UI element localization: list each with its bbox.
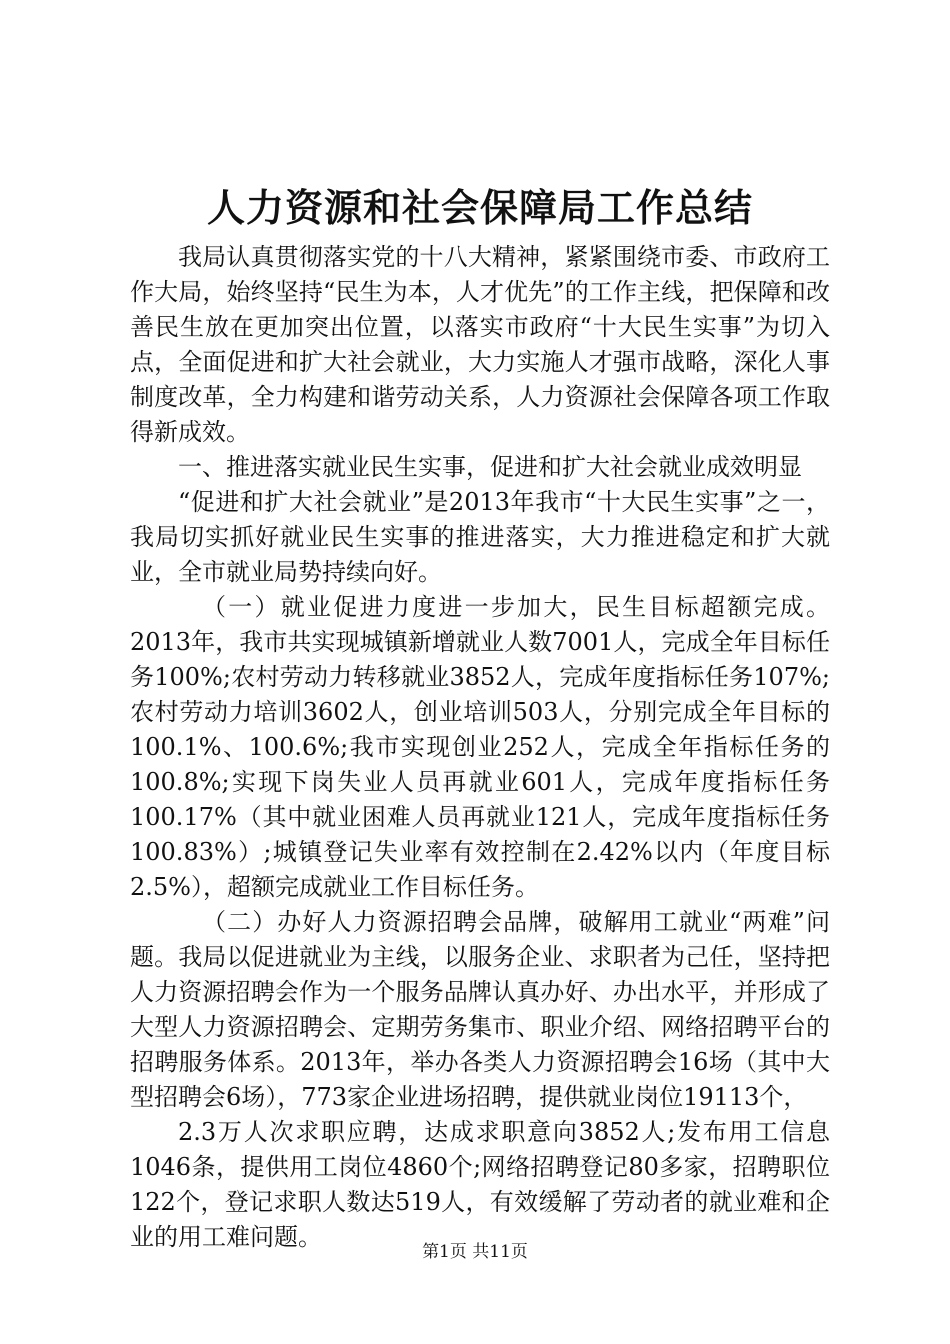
document-page <box>130 180 830 1255</box>
paragraph-job-fairs: （二）办好人力资源招聘会品牌，破解用工就业“两难”问题。我局以促进就业为主线，以服务企业、求职者为己任，坚持把人力资源招聘会作为一个服务品牌认真办好、办出水平，并形成了大型人力资源招聘会、定期劳务集市、职业介绍、网络招聘平台的招聘服务体系。2013年，举办各类人力资源招聘会16场（其中大型招聘会6场），773家企业进场招聘，提供就业岗位19113个， <box>130 908 830 1111</box>
section-heading-1: 一、推进落实就业民生实事，促进和扩大社会就业成效明显 <box>178 453 802 481</box>
page-footer: 第1页 共11页 <box>422 1242 528 1262</box>
paragraph-employment-targets: （一）就业促进力度进一步加大，民生目标超额完成。2013年，我市共实现城镇新增就业人数7001人，完成全年目标任务100%;农村劳动力转移就业3852人，完成年度指标任务107%;农村劳动力培训3602人，创业培训503人，分别完成全年目标的100.1%、100.6%;我市实现创业252人，完成全年指标任务的100.8%;实现下岗失业人员再就业601人，完成年度指标任务100.17%（其中就业困难人员再就业121人，完成年度指标任务100.83%）;城镇登记失业率有效控制在2.42%以内（年度目标2.5%），超额完成就业工作目标任务。 <box>130 593 830 901</box>
paragraph-intro: 我局认真贯彻落实党的十八大精神，紧紧围绕市委、市政府工作大局，始终坚持“民生为本，人才优先”的工作主线，把保障和改善民生放在更加突出位置，以落实市政府“十大民生实事”为切入点，全面促进和扩大社会就业，大力实施人才强市战略，深化人事制度改革，全力构建和谐劳动关系，人力资源社会保障各项工作取得新成效。 <box>130 243 830 446</box>
paragraph-employment-overview: “促进和扩大社会就业”是2013年我市“十大民生实事”之一，我局切实抓好就业民生实事的推进落实，大力推进稳定和扩大就业，全市就业局势持续向好。 <box>130 488 830 586</box>
document-title: 人力资源和社会保障局工作总结 <box>206 185 753 230</box>
paragraph-job-fair-results: 2.3万人次求职应聘，达成求职意向3852人;发布用工信息1046条，提供用工岗位4860个;网络招聘登记80多家，招聘职位122个，登记求职人数达519人，有效缓解了劳动者的就业难和企业的用工难问题。 <box>130 1118 830 1251</box>
